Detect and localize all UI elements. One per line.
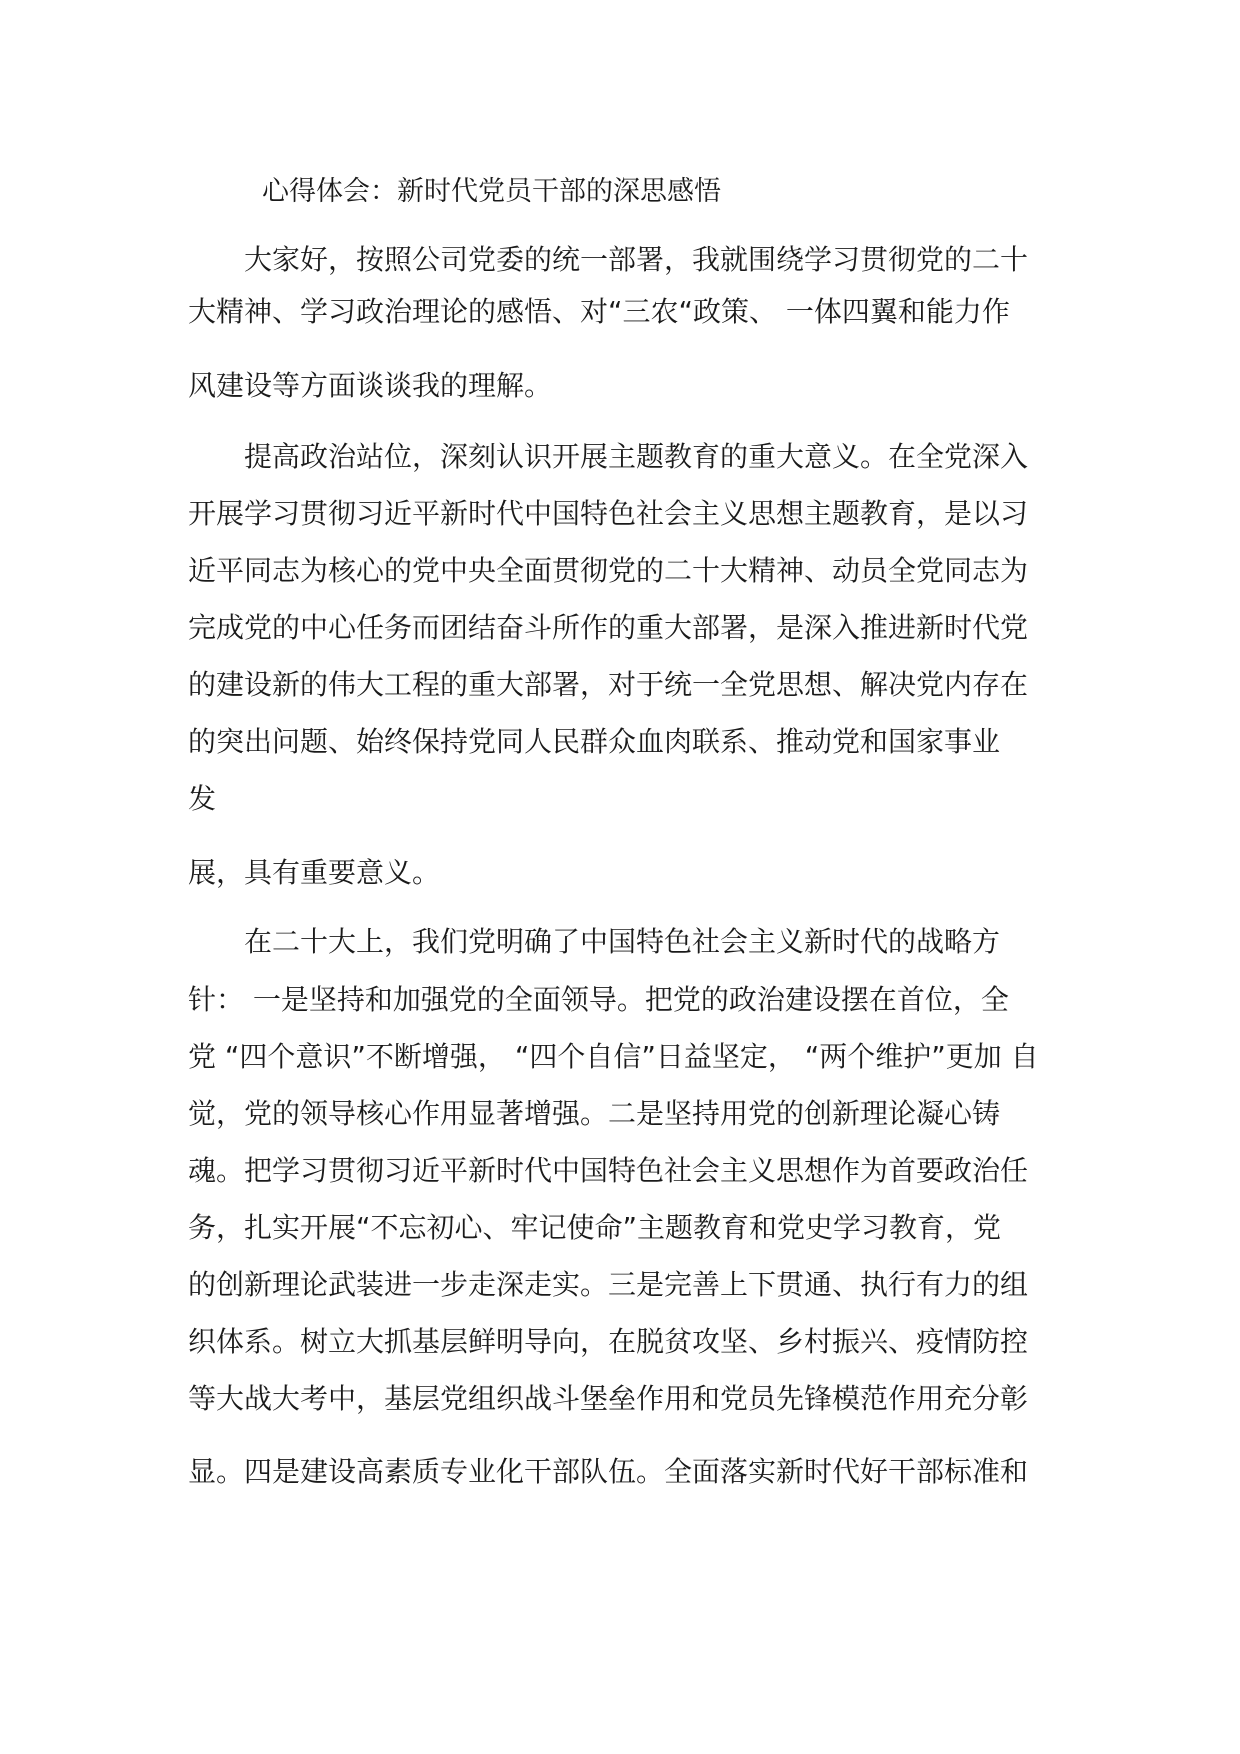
paragraph-line: 的创新理论武装进一步走深走实。三是完善上下贯通、执行有力的组 (188, 1268, 1029, 1301)
paragraph-line: 在二十大上，我们党明确了中国特色社会主义新时代的战略方 (244, 925, 1001, 958)
document-title: 心得体会：新时代党员干部的深思感悟 (262, 176, 721, 207)
paragraph-line: 展，具有重要意义。 (188, 856, 441, 889)
paragraph-line: 觉，党的领导核心作用显著增强。二是坚持用党的创新理论凝心铸 (188, 1097, 1001, 1130)
paragraph-line: 近平同志为核心的党中央全面贯彻党的二十大精神、动员全党同志为 (188, 554, 1029, 587)
paragraph-line: 开展学习贯彻习近平新时代中国特色社会主义思想主题教育，是以习 (188, 497, 1029, 530)
paragraph-line: 提高政治站位，深刻认识开展主题教育的重大意义。在全党深入 (244, 440, 1029, 473)
paragraph-line: 针： 一是坚持和加强党的全面领导。把党的政治建设摆在首位，全 (188, 983, 1009, 1016)
paragraph-line: 显。四是建设高素质专业化干部队伍。全面落实新时代好干部标准和 (188, 1455, 1029, 1488)
paragraph-line: 务，扎实开展“不忘初心、牢记使命”主题教育和党史学习教育，党 (188, 1211, 1002, 1244)
paragraph-line: 织体系。树立大抓基层鲜明导向，在脱贫攻坚、乡村振兴、疫情防控 (188, 1325, 1029, 1358)
paragraph-line: 完成党的中心任务而团结奋斗所作的重大部署，是深入推进新时代党 (188, 611, 1029, 644)
paragraph-line: 大家好，按照公司党委的统一部署，我就围绕学习贯彻党的二十 (244, 243, 1029, 276)
paragraph-line: 的建设新的伟大工程的重大部署，对于统一全党思想、解决党内存在 (188, 668, 1029, 701)
paragraph-line: 魂。把学习贯彻习近平新时代中国特色社会主义思想作为首要政治任 (188, 1154, 1029, 1187)
paragraph-line: 等大战大考中，基层党组织战斗堡垒作用和党员先锋模范作用充分彰 (188, 1382, 1029, 1415)
paragraph-line: 发 (188, 782, 217, 815)
paragraph-line: 的突出问题、始终保持党同人民群众血肉联系、推动党和国家事业 (188, 725, 1001, 758)
paragraph-line: 大精神、学习政治理论的感悟、对“三农“政策、 一体四翼和能力作 (188, 295, 1010, 328)
paragraph-line: 风建设等方面谈谈我的理解。 (188, 369, 553, 402)
paragraph-line: 党 “四个意识”不断增强， “四个自信”日益坚定， “两个维护”更加 自 (188, 1040, 1039, 1073)
